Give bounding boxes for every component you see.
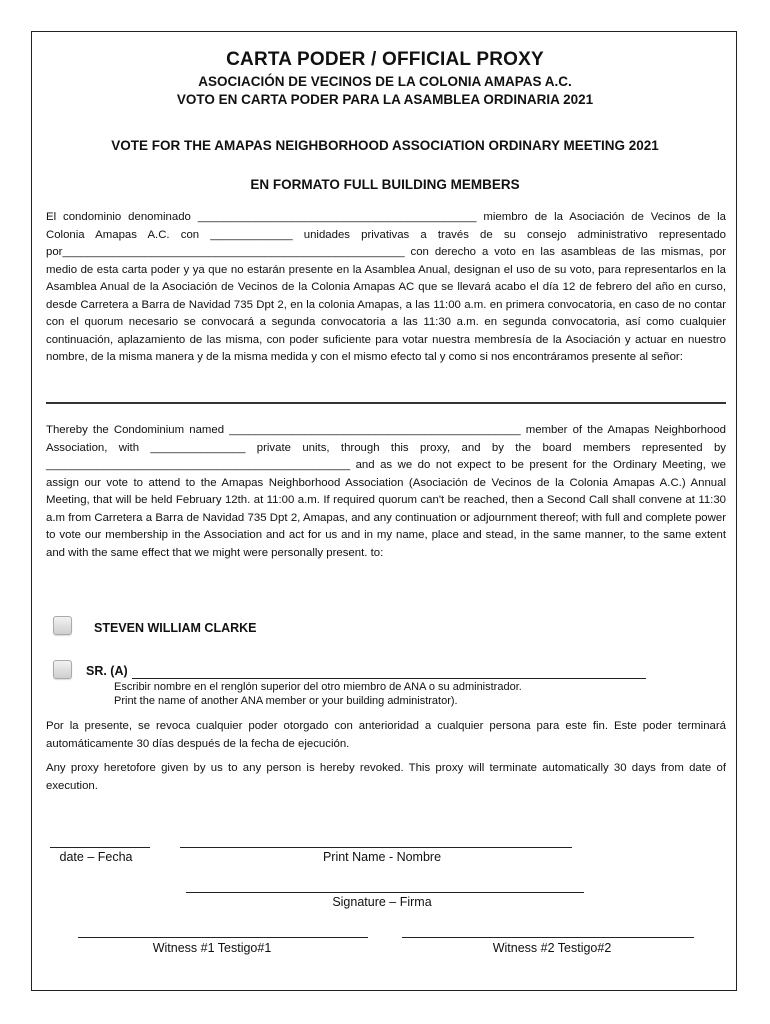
option2-note-es: Escribir nombre en el renglón superior del otro miembro de ANA o su administrador.: [114, 681, 522, 693]
date-line[interactable]: [50, 847, 150, 848]
section-divider: [46, 402, 726, 404]
option2-label: SR. (A): [86, 664, 128, 678]
english-paragraph: Thereby the Condominium named ______________________________________________ member of the Amapas Neighborhood Association, with _______________ private units, through this proxy, and by the board members represented by ________________________________________________ and as we do not expect to be present for the Ordinary Meeting, we assign our vote to attend to the Amapas Neighborhood Association (Asociación de Vecinos de la Colonia Amapas A.C.) Annual Meeting, that will be held February 12th. at 11:00 a.m. If required quorum can't be reached, then a Second Call shall convene at 11:30 a.m from Carretera a Barra de Navidad 735 Dpt 2, Amapas, and any continuation or adjournment thereof; with full and complete power to vote our membership in the Association and act for us and in my name, place and stead, in the same manner, to the same extent and with the same effect that we might were personally present. to:: [46, 424, 726, 559]
signature-label: Signature – Firma: [332, 895, 432, 909]
vote-subtitle-es: VOTO EN CARTA PODER PARA LA ASAMBLEA ORDINARIA 2021: [176, 92, 594, 107]
revocation-english: Any proxy heretofore given by us to any person is hereby revoked. This proxy will terminate automatically 30 days from date of execution.: [46, 762, 726, 792]
date-label: date – Fecha: [59, 850, 133, 864]
option2-name-line[interactable]: [132, 678, 646, 679]
format-subtitle: EN FORMATO FULL BUILDING MEMBERS: [250, 177, 520, 192]
revocation-spanish: Por la presente, se revoca cualquier poder otorgado con anterioridad a cualquier persona para este fin. Este poder terminará automáticamente 30 días después de la fecha de ejecución.: [46, 720, 726, 750]
option1-checkbox[interactable]: [53, 616, 72, 635]
print-name-label: Print Name - Nombre: [322, 850, 442, 864]
option2-checkbox[interactable]: [53, 660, 72, 679]
witness1-label: Witness #1 Testigo#1: [152, 941, 272, 955]
option2-note-en: Print the name of another ANA member or your building administrator).: [114, 695, 458, 707]
option1-label: STEVEN WILLIAM CLARKE: [94, 621, 257, 635]
witness2-label: Witness #2 Testigo#2: [492, 941, 612, 955]
association-name: ASOCIACIÓN DE VECINOS DE LA COLONIA AMAPAS A.C.: [198, 74, 572, 89]
document-title: CARTA PODER / OFFICIAL PROXY: [226, 49, 544, 70]
witness1-line[interactable]: [78, 937, 368, 938]
print-name-line[interactable]: [180, 847, 572, 848]
witness2-line[interactable]: [402, 937, 694, 938]
spanish-paragraph: El condominio denominado ____________________________________________ miembro de la Asociación de Vecinos de la Colonia Amapas A.C. con _____________ unidades privativas a través de su consejo administrativo representado por______________________________________________________ con derecho a voto en las asambleas de las mismas, por medio de esta carta poder y ya que no estarán presente en la Asamblea Anual, designan el uso de su voto, para representarlos en la Asamblea Anual de la Asociación de Vecinos de la Colonia Amapas AC que se llevará acabo el día 12 de febrero del año en curso, desde Carretera a Barra de Navidad 735 Dpt 2, en la colonia Amapas, a las 11:00 a.m. en primera convocatoria, en caso de no contar con el quorum necesario se convocará a segunda convocatoria a las 11:30 a.m. en segunda convocatoria, así como cualquier continuación, aplazamiento de las misma, con poder suficiente para votar nuestra membresía de la Asociación y actuar en nuestro nombre, de la misma manera y de la misma medida y con el mismo efecto tal y como si nos encontráramos presente al señor:: [46, 211, 726, 363]
vote-subtitle-en: VOTE FOR THE AMAPAS NEIGHBORHOOD ASSOCIATION ORDINARY MEETING 2021: [111, 138, 659, 153]
document-frame: [31, 31, 737, 991]
signature-line[interactable]: [186, 892, 584, 893]
